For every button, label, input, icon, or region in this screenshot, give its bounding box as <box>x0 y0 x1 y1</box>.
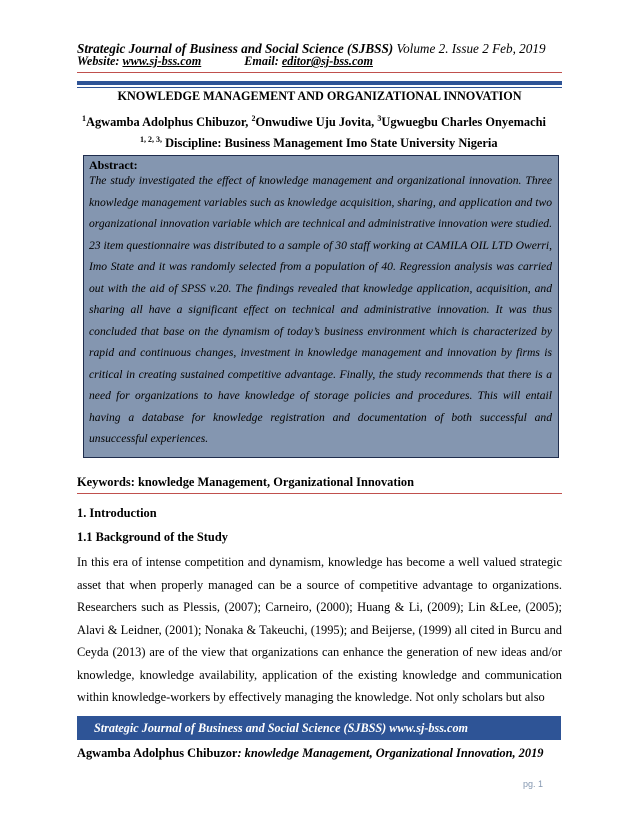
footer-citation <box>77 746 543 761</box>
keywords-label: Keywords <box>77 475 131 489</box>
author-3-name: Ugwuegbu Charles Onyemachi <box>381 115 546 129</box>
header-divider-blue-thick <box>77 81 562 85</box>
author-2-name: Onwudiwe Uju Jovita, <box>255 115 375 129</box>
affiliation-text: Discipline: Business Management Imo State University Nigeria <box>165 136 498 150</box>
header-divider-blue-thin <box>77 87 562 88</box>
header-divider-red <box>77 72 562 73</box>
author-line <box>82 115 546 130</box>
author-2-sup: 2 <box>251 114 256 123</box>
citation-author: Agwamba Adolphus Chibuzor <box>77 746 238 760</box>
journal-name: Strategic Journal of Business and Social Science (SJBSS) <box>77 41 394 56</box>
email-link[interactable]: editor@sj-bss.com <box>281 54 373 68</box>
footer-journal-bar <box>77 716 561 740</box>
website-link[interactable]: www.sj-bss.com <box>122 54 202 68</box>
subsection-heading-background: 1.1 Background of the Study <box>77 530 228 544</box>
journal-issue: Volume 2. Issue 2 Feb, 2019 <box>396 41 546 56</box>
abstract-text: The study investigated the effect of knowledge management and organizational innovation. Three knowledge management variables such as knowledge acquisition, sharing, and application and two organizational innovation variable which are technical and administrative innovation were studied. 23 item questionnaire was distributed to a sample of 30 staff working at CAMILA OIL LTD Owerri, Imo State and it was randomly selected from a population of 40. Regression analysis was carried out with the aid of SPSS v.20. The findings revealed that knowledge application, acquisition, and sharing all have a significant effect on technical and administrative innovation. It was thus concluded that base on the dynamism of today’s business environment which is characterized by rapid and continuous changes, investment in knowledge management and innovation by firms is critical in creating sustained competitive advantage. Finally, the study recommends that there is a need for organizations to have knowledge of storage policies and procedures. This will entail having a database for knowledge registration and documentation of both successful and unsuccessful experiences. <box>89 174 552 445</box>
author-3-sup: 3 <box>377 114 382 123</box>
affiliation-line <box>140 136 498 151</box>
affiliation-sup: 1, 2, 3, <box>140 135 162 144</box>
citation-rest: : knowledge Management, Organizational Innovation, 2019 <box>237 746 544 760</box>
paper-title: KNOWLEDGE MANAGEMENT AND ORGANIZATIONAL INNOVATION <box>117 89 522 103</box>
page-number: pg. 1 <box>523 779 544 789</box>
author-1-sup: 1 <box>82 114 86 123</box>
email-label: Email: <box>244 54 279 68</box>
abstract-label: Abstract: <box>89 158 138 172</box>
website-label: Website: <box>77 54 120 68</box>
abstract-box <box>83 155 559 458</box>
body-paragraph: In this era of intense competition and dynamism, knowledge has become a well valued strategic asset that when properly managed can be a source of competitive advantage to organizations. Researchers such as Plessis, (2007); Carneiro, (2000); Huang & Li, (2009); Lin &Lee, (2005); Alavi & Leidner, (2001); Nonaka & Takeuchi, (1995); and Beijerse, (1999) all cited in Burcu and Ceyda (2013) are of the view that organizations can enhance the generation of new ideas and/or knowledge, knowledge availability, application of the existing knowledge and communication within knowledge-workers by effectively managing the knowledge. Not only scholars but also <box>77 555 562 704</box>
keywords-value: knowledge Management, Organizational Innovation <box>137 475 414 489</box>
journal-contact <box>77 54 373 69</box>
section-heading-introduction: 1. Introduction <box>77 506 157 520</box>
keywords-divider <box>77 493 562 494</box>
keywords-line: Keywords: knowledge Management, Organizational Innovation <box>77 475 414 489</box>
footer-journal-text: Strategic Journal of Business and Social Science (SJBSS) www.sj-bss.com <box>94 721 469 735</box>
author-1-name: Agwamba Adolphus Chibuzor, <box>86 115 249 129</box>
